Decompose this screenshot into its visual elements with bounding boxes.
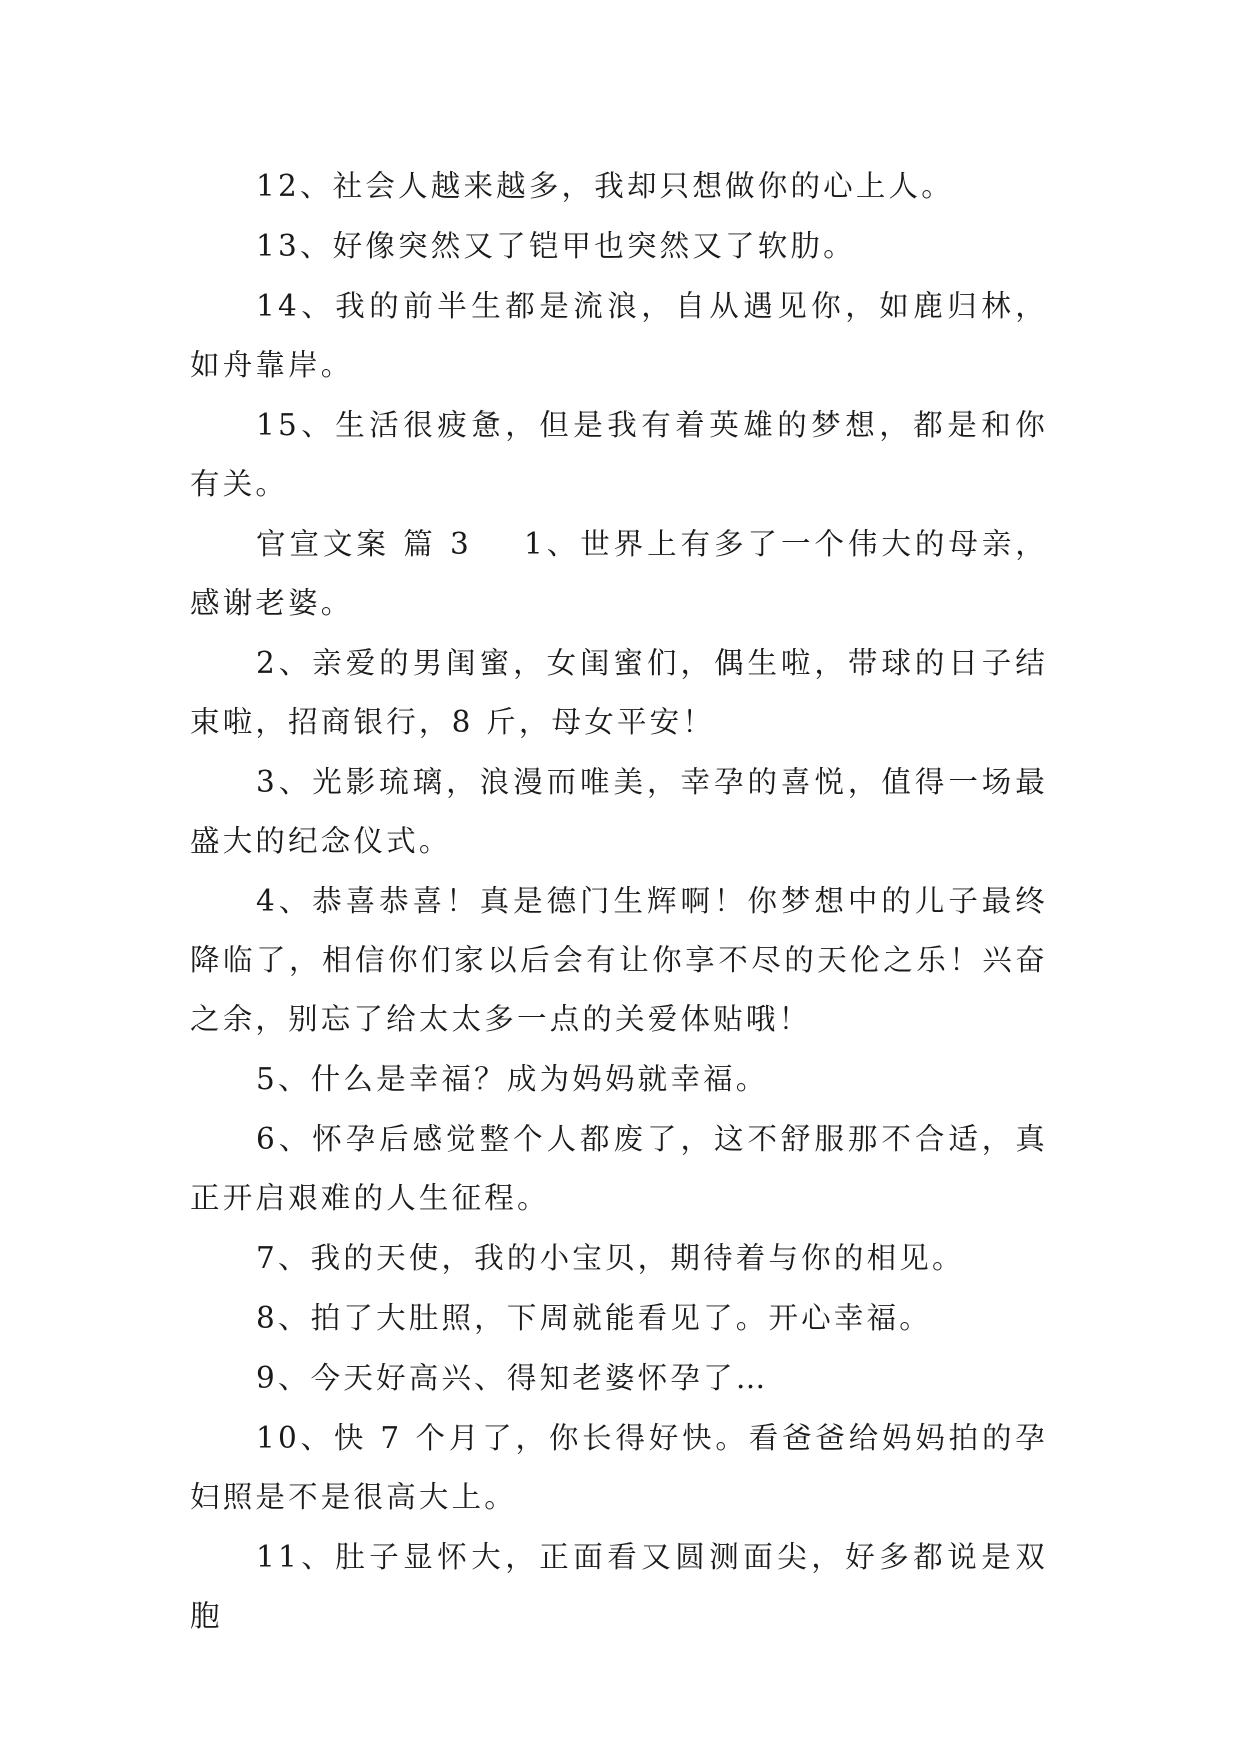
section-first-item: 1、世界上有多了一个伟大的母亲，感谢老婆。: [190, 527, 1048, 620]
paragraph-15: 15、生活很疲惫，但是我有着英雄的梦想，都是和你有关。: [190, 408, 1048, 501]
paragraph-5: 5、什么是幸福？成为妈妈就幸福。: [256, 1062, 769, 1096]
paragraph-12: 12、社会人越来越多，我却只想做你的心上人。: [256, 169, 954, 203]
paragraph-9: 9、今天好高兴、得知老婆怀孕了…: [256, 1361, 769, 1395]
paragraph-4: 4、恭喜恭喜！真是德门生辉啊！你梦想中的儿子最终降临了，相信你们家以后会有让你享不尽的天伦之乐！兴奋之余，别忘了给太太多一点的关爱体贴哦！: [190, 884, 1048, 1036]
paragraph-11: 11、肚子显怀大，正面看又圆测面尖，好多都说是双胞: [190, 1540, 1048, 1633]
paragraph-6: 6、怀孕后感觉整个人都废了，这不舒服那不合适，真正开启艰难的人生征程。: [190, 1122, 1048, 1215]
paragraph-2: 2、亲爱的男闺蜜，女闺蜜们，偶生啦，带球的日子结束啦，招商银行，8 斤，母女平安！: [190, 646, 1048, 739]
section-heading: 官宣文案 篇 3: [256, 527, 472, 561]
document-body: [190, 157, 1048, 1647]
paragraph-3: 3、光影琉璃，浪漫而唯美，幸孕的喜悦，值得一场最盛大的纪念仪式。: [190, 765, 1048, 858]
section-paragraph: [190, 515, 1048, 633]
paragraph-7: 7、我的天使，我的小宝贝，期待着与你的相见。: [256, 1241, 965, 1275]
paragraph-8: 8、拍了大肚照，下周就能看见了。开心幸福。: [256, 1301, 932, 1335]
paragraph-10: 10、快 7 个月了，你长得好快。看爸爸给妈妈拍的孕妇照是不是很高大上。: [190, 1421, 1048, 1514]
paragraph-14: 14、我的前半生都是流浪，自从遇见你，如鹿归林，如舟靠岸。: [190, 289, 1048, 382]
paragraph-13: 13、好像突然又了铠甲也突然又了软肋。: [256, 229, 856, 263]
